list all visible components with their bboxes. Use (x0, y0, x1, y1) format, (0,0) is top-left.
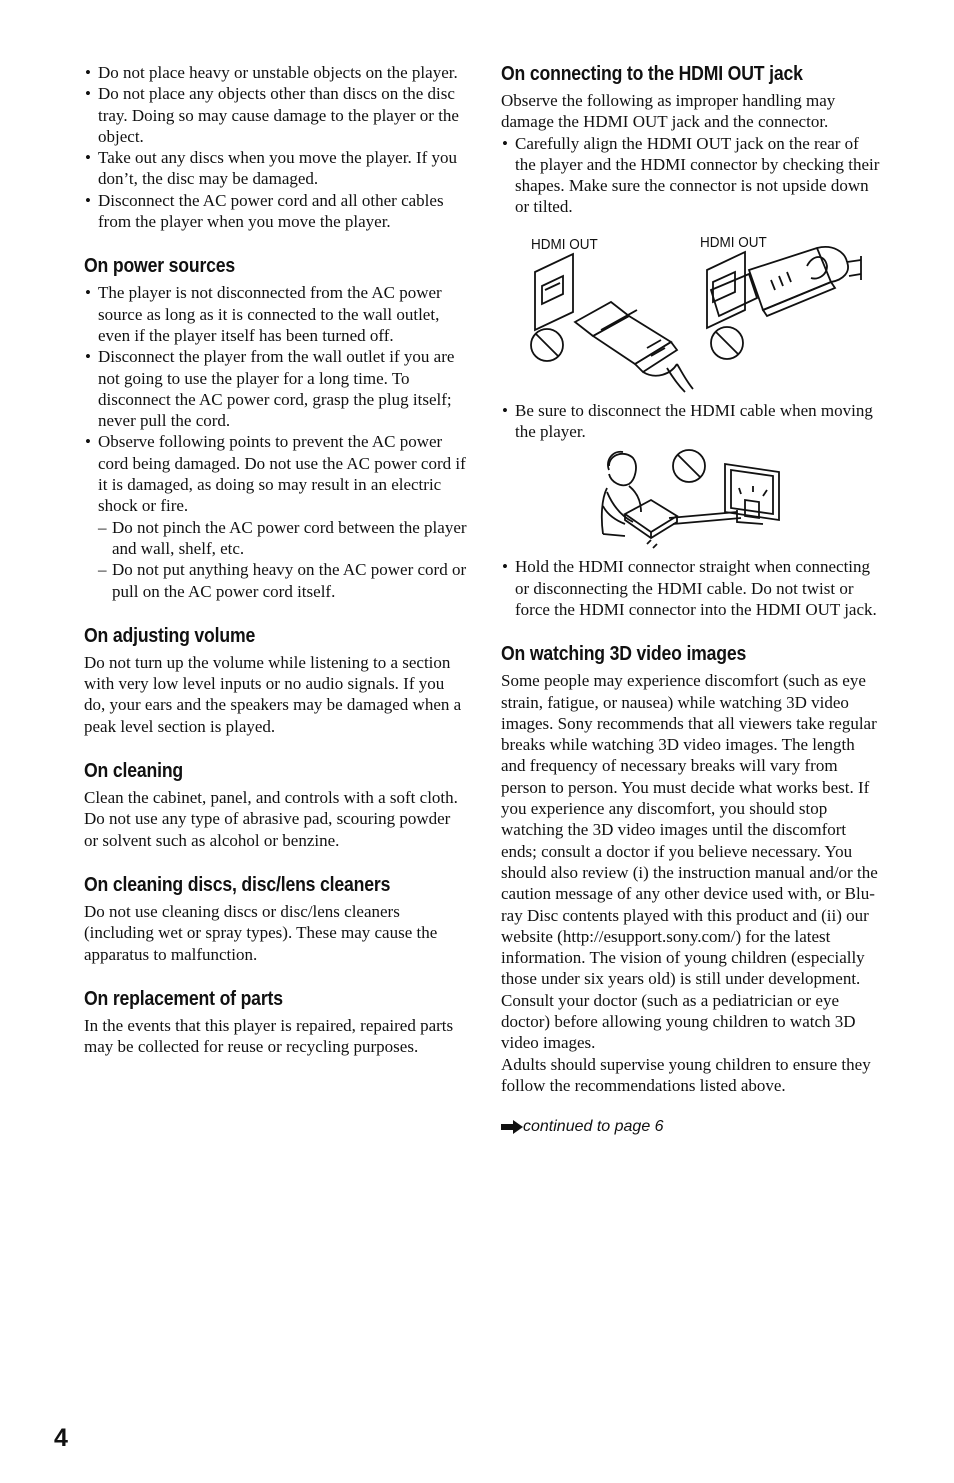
list-item: – Do not pinch the AC power cord between the player and wall, shelf, etc. (98, 517, 467, 558)
discs-heading: On cleaning discs, disc/lens cleaners (84, 872, 391, 896)
video3d-body-2: Adults should supervise young children to ensure they follow the recommendations listed above. (501, 1054, 871, 1095)
hdmi-bullet-list-3 (501, 556, 883, 620)
list-item: • Disconnect the player from the wall outlet if you are not going to use the player for a long time. To disconnect the AC power cord, grasp the plug itself; never pull the cord. (85, 347, 455, 431)
volume-heading: On adjusting volume (84, 623, 256, 647)
hdmi-heading: On connecting to the HDMI OUT jack (501, 62, 803, 85)
video3d-heading: On watching 3D video images (501, 642, 747, 666)
video3d-body: Some people may experience discomfort (such as eye strain, fatigue, or nausea) while watching 3D video images. Sony recommends that all viewers take regular breaks while watching 3D video images. The length and frequency of necessary breaks will vary from person to person. You must decide what works best. If you experience any discomfort, you should stop watching the 3D video images until the discomfort ends; consult a doctor if you believe necessary. You should also review (i) the instruction manual and/or the caution message of any other device used with, or Blu-ray Disc contents played with this product and (ii) our website (http://esupport.sony.com/) for the latest information. The vision of young children (especially those under six years old) is still under development. Consult your doctor (such as a pediatrician or eye doctor) before allowing young children to watch 3D video images. (501, 671, 878, 1053)
power-sub-list (98, 517, 468, 602)
continued-note (501, 1118, 883, 1136)
hdmi-bullet-list-2 (501, 400, 883, 443)
hdmi-out-label-left: HDMI OUT (531, 235, 598, 253)
list-item: • Hold the HDMI connector straight when connecting or disconnecting the HDMI cable. Do not twist or force the HDMI connector into the HDMI OUT jack. (502, 557, 877, 619)
parts-heading: On replacement of parts (84, 986, 283, 1010)
hdmi-intro: Observe the following as improper handling may damage the HDMI OUT jack and the connector. (501, 91, 836, 132)
page-number: 4 (54, 1424, 68, 1452)
list-item: • The player is not disconnected from the AC power source as long as it is connected to the wall outlet, even if the player itself has been turned off. (85, 283, 442, 345)
hdmi-alignment-figure (501, 224, 883, 394)
list-item: • Do not place heavy or unstable objects on the player. (85, 63, 458, 82)
list-item: • Do not place any objects other than discs on the disc tray. Doing so may cause damage to the player or the object. (85, 84, 459, 146)
continued-text: continued to page 6 (523, 1118, 664, 1136)
cleaning-body: Clean the cabinet, panel, and controls with a soft cloth. Do not use any type of abrasive pad, scouring powder or solvent such as alcohol or benzine. (84, 788, 458, 850)
move-player-illustration (501, 448, 883, 552)
move-player-figure (501, 448, 883, 552)
parts-body: In the events that this player is repaired, repaired parts may be collected for reuse or recycling purposes. (84, 1015, 454, 1057)
list-item: • Be sure to disconnect the HDMI cable when moving the player. (502, 400, 873, 442)
list-item: • Disconnect the AC power cord and all other cables from the player when you move the player. (85, 190, 444, 232)
discs-body: Do not use cleaning discs or disc/lens cleaners (including wet or spray types). These may cause the apparatus to malfunction. (84, 901, 438, 964)
list-item: • Observe following points to prevent the AC power cord being damaged. Do not use the AC power cord if it is damaged, as doing so may result in an electric shock or fire. – Do not pinch the AC power cord between the player and wall, shelf, etc. – Do not put anything heavy on the AC power cord or pull on the AC power cord itself. (85, 432, 467, 601)
list-item: • Take out any discs when you move the player. If you don’t, the disc may be damaged. (85, 148, 458, 189)
power-bullet-list (84, 282, 468, 601)
left-column (84, 62, 468, 1057)
hdmi-alignment-illustration (501, 224, 883, 394)
top-bullet-list (84, 62, 468, 232)
list-item: – Do not put anything heavy on the AC power cord or pull on the AC power cord itself. (98, 560, 467, 601)
power-heading: On power sources (84, 254, 236, 278)
right-column (501, 62, 883, 1136)
hdmi-bullet-list-1 (501, 133, 883, 218)
arrow-right-icon (501, 1120, 523, 1134)
list-item: • Carefully align the HDMI OUT jack on the rear of the player and the HDMI connector by checking their shapes. Make sure the connector is not upside down or tilted. (502, 133, 880, 217)
cleaning-heading: On cleaning (84, 759, 184, 783)
volume-body: Do not turn up the volume while listening to a section with very low level inputs or no audio signals. If you do, your ears and the speakers may be damaged when a peak level section is played. (84, 652, 462, 736)
hdmi-out-label-right: HDMI OUT (700, 233, 767, 251)
